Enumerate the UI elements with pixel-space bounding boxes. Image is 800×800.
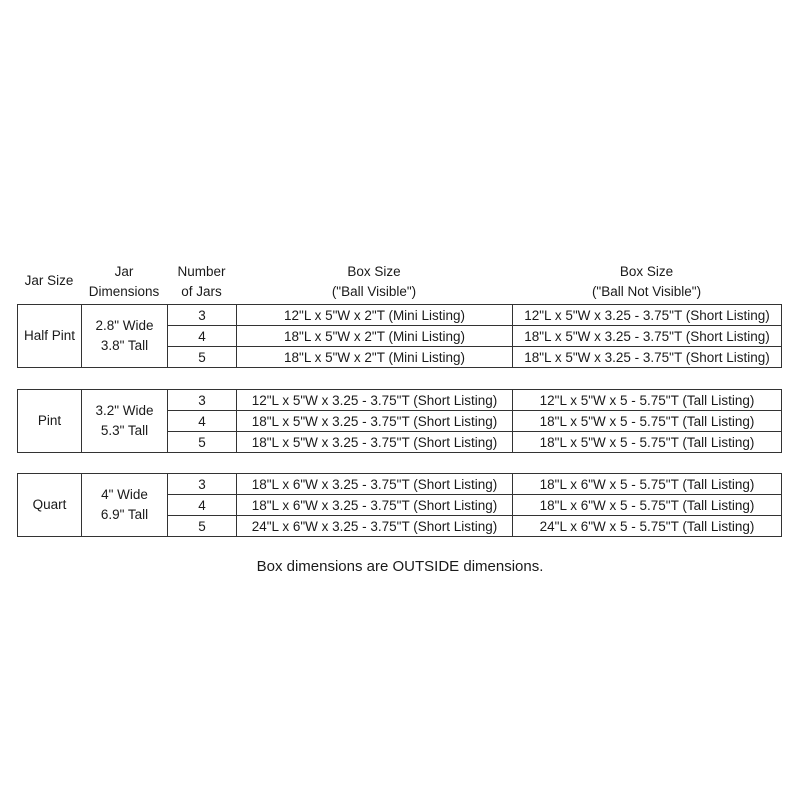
box-visible-cell: 12"L x 5"W x 2"T (Mini Listing) (237, 305, 513, 326)
box-not-visible-cell: 18"L x 5"W x 5 - 5.75"T (Tall Listing) (513, 411, 782, 432)
group-table-half-pint (17, 304, 782, 368)
box-not-visible-cell: 12"L x 5"W x 5 - 5.75"T (Tall Listing) (513, 390, 782, 411)
header-box-not-visible-line1: Box Size (619, 264, 674, 279)
header-number-of-jars-line1: Number (177, 264, 226, 279)
jar-count-cell: 3 (168, 390, 237, 411)
group-table-pint (17, 389, 782, 453)
box-visible-cell: 18"L x 5"W x 2"T (Mini Listing) (237, 347, 513, 368)
jar-dimensions-cell (82, 474, 168, 537)
box-not-visible-cell: 18"L x 5"W x 3.25 - 3.75"T (Short Listing) (513, 347, 782, 368)
box-not-visible-cell: 12"L x 5"W x 3.25 - 3.75"T (Short Listing) (513, 305, 782, 326)
jar-count-cell: 4 (168, 326, 237, 347)
jar-size-cell: Quart (18, 474, 82, 537)
jar-width: 3.2" Wide (95, 403, 154, 418)
box-visible-cell: 24"L x 6"W x 3.25 - 3.75"T (Short Listing) (237, 516, 513, 537)
box-not-visible-cell: 18"L x 6"W x 5 - 5.75"T (Tall Listing) (513, 495, 782, 516)
jar-count-cell: 4 (168, 495, 237, 516)
jar-height: 6.9" Tall (100, 507, 149, 522)
header-jar-size (17, 271, 81, 291)
jar-count-cell: 5 (168, 432, 237, 453)
header-box-visible-line2: ("Ball Visible") (331, 284, 417, 299)
box-not-visible-cell: 18"L x 6"W x 5 - 5.75"T (Tall Listing) (513, 474, 782, 495)
jar-dimensions-cell (82, 305, 168, 368)
box-visible-cell: 18"L x 5"W x 3.25 - 3.75"T (Short Listing) (237, 432, 513, 453)
group-table-quart (17, 473, 782, 537)
jar-height: 3.8" Tall (100, 338, 149, 353)
jar-count-cell: 4 (168, 411, 237, 432)
box-visible-cell: 18"L x 6"W x 3.25 - 3.75"T (Short Listing) (237, 495, 513, 516)
jar-count-cell: 3 (168, 474, 237, 495)
footnote: Box dimensions are OUTSIDE dimensions. (256, 558, 544, 575)
box-visible-cell: 18"L x 5"W x 2"T (Mini Listing) (237, 326, 513, 347)
box-visible-cell: 12"L x 5"W x 3.25 - 3.75"T (Short Listing) (237, 390, 513, 411)
jar-count-cell: 3 (168, 305, 237, 326)
jar-height: 5.3" Tall (100, 423, 149, 438)
box-not-visible-cell: 18"L x 5"W x 3.25 - 3.75"T (Short Listing) (513, 326, 782, 347)
jar-width: 4" Wide (101, 487, 148, 502)
jar-count-cell: 5 (168, 516, 237, 537)
table-row (18, 305, 782, 326)
header-box-ball-visible (236, 262, 512, 302)
box-visible-cell: 18"L x 6"W x 3.25 - 3.75"T (Short Listing) (237, 474, 513, 495)
header-jar-dimensions (81, 262, 167, 302)
box-not-visible-cell: 24"L x 6"W x 5 - 5.75"T (Tall Listing) (513, 516, 782, 537)
header-jar-dimensions-line1: Jar (114, 264, 134, 279)
header-jar-dimensions-line2: Dimensions (88, 284, 160, 299)
jar-width: 2.8" Wide (95, 318, 154, 333)
header-box-visible-line1: Box Size (347, 264, 401, 279)
header-box-ball-not-visible (512, 262, 781, 302)
header-number-of-jars-line2: of Jars (181, 284, 222, 299)
jar-size-cell: Half Pint (18, 305, 82, 368)
table-row (18, 390, 782, 411)
box-not-visible-cell: 18"L x 5"W x 5 - 5.75"T (Tall Listing) (513, 432, 782, 453)
jar-size-cell: Pint (18, 390, 82, 453)
header-jar-size-text: Jar Size (24, 273, 74, 288)
jar-count-cell: 5 (168, 347, 237, 368)
jar-dimensions-cell (82, 390, 168, 453)
table-row (18, 474, 782, 495)
header-number-of-jars (167, 262, 236, 302)
header-box-not-visible-line2: ("Ball Not Visible") (591, 284, 702, 299)
box-visible-cell: 18"L x 5"W x 3.25 - 3.75"T (Short Listing) (237, 411, 513, 432)
